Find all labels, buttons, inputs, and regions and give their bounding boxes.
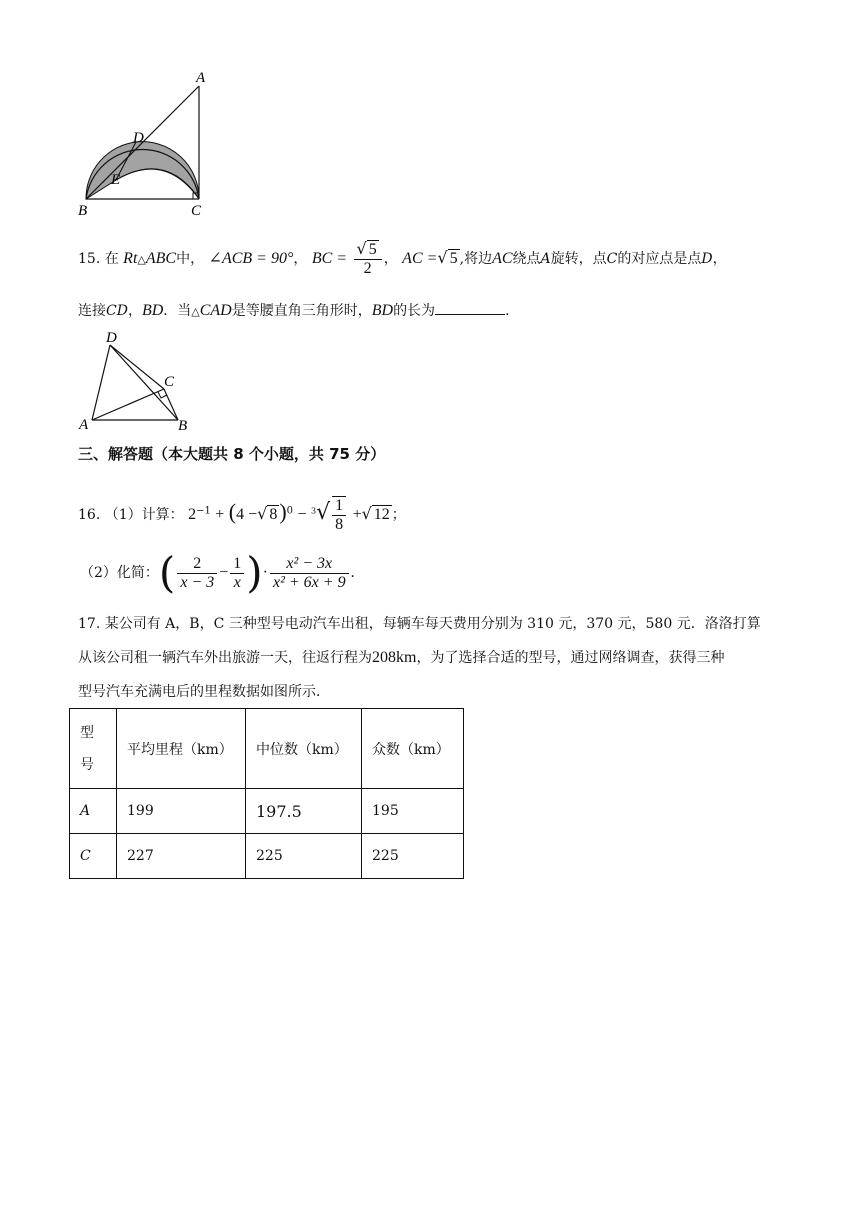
label-b: B	[178, 418, 188, 434]
segment-dc	[110, 345, 164, 389]
figure-q15	[74, 330, 204, 435]
label-c: C	[164, 374, 175, 390]
q17-line2: 从该公司租一辆汽车外出旅游一天，往返行程为208km，为了选择合适的型号，通过网络调查，获得三种	[78, 649, 725, 666]
segment-ac	[92, 389, 164, 420]
segment-ad	[92, 345, 110, 420]
segment-cb	[164, 389, 178, 420]
label-a: A	[79, 417, 89, 433]
table-row: C 227 225 225	[70, 834, 464, 879]
q16-part2: （2）化简：( $\frac{2}{x - 3}$ − $\frac{1}{x}$ )· $\frac{\text{x² − 3x}}{\text{x² + 6x + 9}}$ .	[80, 548, 355, 597]
label-a: A	[196, 70, 206, 86]
figure-q14	[70, 66, 220, 221]
table-header-row: 型 号 平均里程（km） 中位数（km） 众数（km）	[70, 709, 464, 789]
mileage-table	[69, 708, 464, 879]
fraction-bc: $\frac{√ 5}{2}$	[354, 240, 382, 278]
q17-line1: 17. 某公司有 A，B，C 三种型号电动汽车出租，每辆车每天费用分别为 310 元，370 元，580 元．洛洛打算	[78, 616, 761, 632]
answer-blank	[435, 300, 505, 315]
label-b: B	[78, 203, 88, 219]
label-e: E	[111, 172, 121, 188]
angle-acb: ∠ACB = 90°	[208, 250, 294, 267]
table-row: A 199 197.5 195	[70, 789, 464, 834]
q16-part1: 16. （1）计算： $2^{-1} + (4$ −√ 8)$^0$ − $^3$√ $\frac{1}{8}$ +√ 12 ；	[78, 497, 406, 533]
q15-line1: 15. 在 Rt△ABC中， ∠ACB = 90°， BC = $\frac{√ 5}{2}$ ， AC =√ 5 ,将边AC绕点A旋转，点C的对应点是点D，	[78, 239, 727, 277]
label-d: D	[133, 130, 144, 146]
q15-line2: 连接CD，BD．当△CAD是等腰直角三角形时，BD的长为 ．	[78, 302, 520, 319]
q17-line3: 型号汽车充满电后的里程数据如图所示．	[78, 684, 330, 700]
label-d: D	[106, 330, 117, 346]
section-heading: 三、解答题（本大题共 8 个小题，共 75 分）	[78, 445, 386, 463]
cube-root-fraction: $\frac{1}{8}$	[332, 496, 346, 534]
label-c: C	[191, 203, 202, 219]
